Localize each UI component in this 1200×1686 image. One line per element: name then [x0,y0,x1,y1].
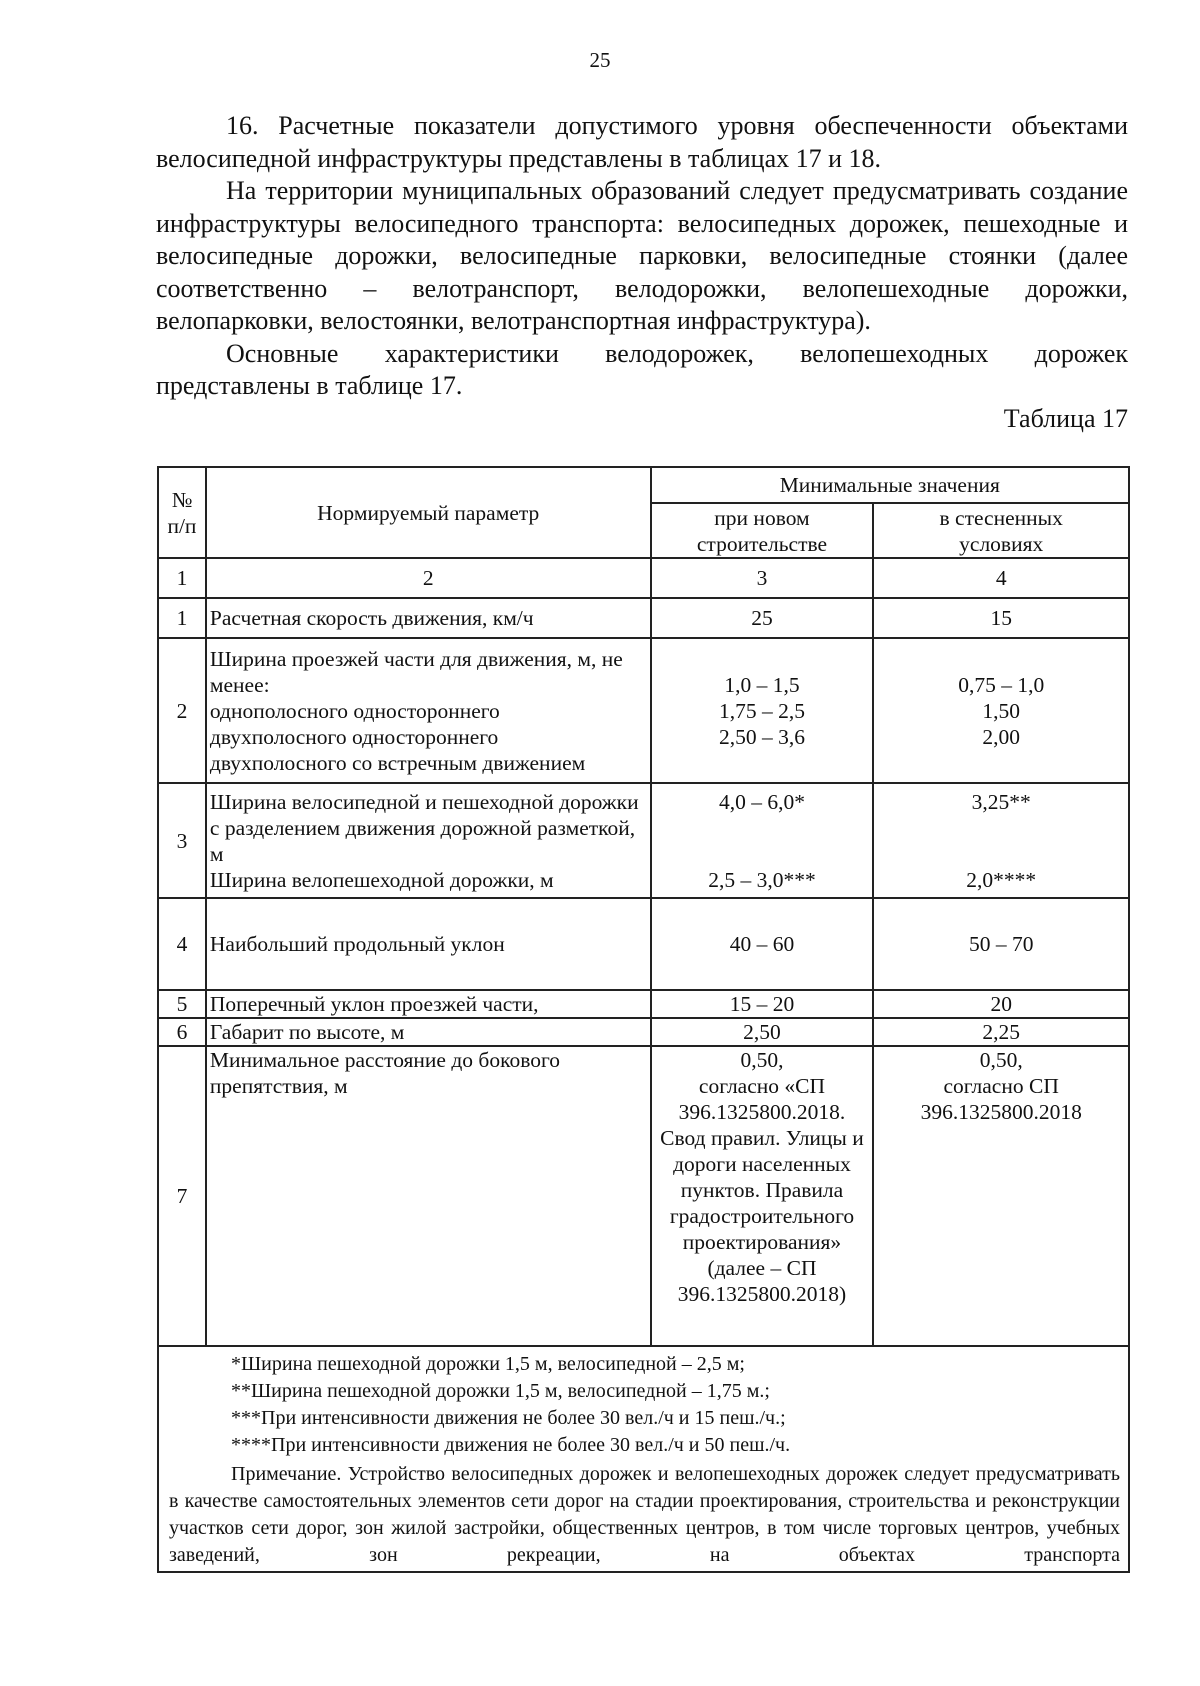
footnote-3: ***При интенсивности движения не более 30 вел./ч и 15 пеш./ч.; [231,1407,786,1429]
row-num: 2 [158,638,206,783]
table-caption: Таблица 17 [1003,404,1128,433]
table-footnotes [158,1346,1129,1572]
row-constrained: 15 [873,598,1129,638]
row-num: 3 [158,783,206,898]
header-constrained: в стесненных условиях [873,503,1129,558]
row-param: Ширина проезжей части для движения, м, не менее: однополосного одностороннего двухполосного одностороннего двухполосного со встречным движением [206,638,651,783]
norms-table [157,466,1130,1573]
row-constrained: 3,25** 2,0**** [873,783,1129,898]
table-row [158,638,1129,783]
header-min-values: Минимальные значения [651,467,1129,503]
table-row [158,598,1129,638]
table-row [158,990,1129,1018]
page-number: 25 [589,48,611,72]
row-param: Расчетная скорость движения, км/ч [206,598,651,638]
row-constrained: 0,50, согласно СП 396.1325800.2018 [873,1046,1129,1346]
row-constrained: 50 – 70 [873,898,1129,990]
row-new: 25 [651,598,874,638]
header-param: Нормируемый параметр [206,467,651,558]
row-num: 7 [158,1046,206,1346]
row-param: Габарит по высоте, м [206,1018,651,1046]
header-new-construction: при новом строительстве [651,503,874,558]
table-row [158,783,1129,898]
footnote-1: *Ширина пешеходной дорожки 1,5 м, велосипедной – 2,5 м; [231,1353,745,1375]
row-new: 1,0 – 1,5 1,75 – 2,5 2,50 – 3,6 [651,638,874,783]
col-number-2: 2 [206,558,651,598]
row-param: Ширина велосипедной и пешеходной дорожки с разделением движения дорожной разметкой, м Ширина велопешеходной дорожки, м [206,783,651,898]
col-number-4: 4 [873,558,1129,598]
footnote-4: ****При интенсивности движения не более 30 вел./ч и 50 пеш./ч. [231,1434,791,1456]
row-num: 1 [158,598,206,638]
row-param: Поперечный уклон проезжей части, [206,990,651,1018]
footnote-2: **Ширина пешеходной дорожки 1,5 м, велосипедной – 1,75 м.; [231,1380,770,1402]
row-new: 40 – 60 [651,898,874,990]
row-new: 0,50, согласно «СП 396.1325800.2018. Свод правил. Улицы и дороги населенных пунктов. Правила градостроительного проектирования» (далее – СП 396.1325800.2018) [651,1046,874,1346]
row-num: 4 [158,898,206,990]
paragraph-infrastructure: На территории муниципальных образований следует предусматривать создание инфраструктуры велосипедного транспорта: велосипедных дорожек, пешеходные и велосипедные дорожки, велосипедные парковки, велосипедные стоянки (далее соответственно – велотранспорт, велодорожки, велопешеходные дорожки, велопарковки, велостоянки, велотранспортная инфраструктура). [156,176,1128,335]
row-new: 15 – 20 [651,990,874,1018]
table-row [158,1046,1129,1346]
body-text [156,110,1128,403]
row-num: 6 [158,1018,206,1046]
col-number-1: 1 [158,558,206,598]
row-constrained: 20 [873,990,1129,1018]
col-number-3: 3 [651,558,874,598]
row-constrained: 2,25 [873,1018,1129,1046]
row-param: Минимальное расстояние до бокового препятствия, м [206,1046,651,1346]
paragraph-16: 16. Расчетные показатели допустимого уровня обеспеченности объектами велосипедной инфраструктуры представлены в таблицах 17 и 18. [156,111,1128,173]
table-row [158,1018,1129,1046]
row-param: Наибольший продольный уклон [206,898,651,990]
header-num: № п/п [158,467,206,558]
table-note: Примечание. Устройство велосипедных дорожек и велопешеходных дорожек следует предусматривать в качестве самостоятельных элементов сети дорог на стадии проектирования, строительства и реконструкции участков сети дорог, зон жилой застройки, общественных центров, в том числе торговых центров, учебных заведений, зон рекреации, на объектах транспорта [169,1463,1120,1566]
row-constrained: 0,75 – 1,0 1,50 2,00 [873,638,1129,783]
table-row [158,898,1129,990]
paragraph-characteristics: Основные характеристики велодорожек, велопешеходных дорожек представлены в таблице 17. [156,338,1128,400]
row-num: 5 [158,990,206,1018]
row-new: 4,0 – 6,0* 2,5 – 3,0*** [651,783,874,898]
row-new: 2,50 [651,1018,874,1046]
